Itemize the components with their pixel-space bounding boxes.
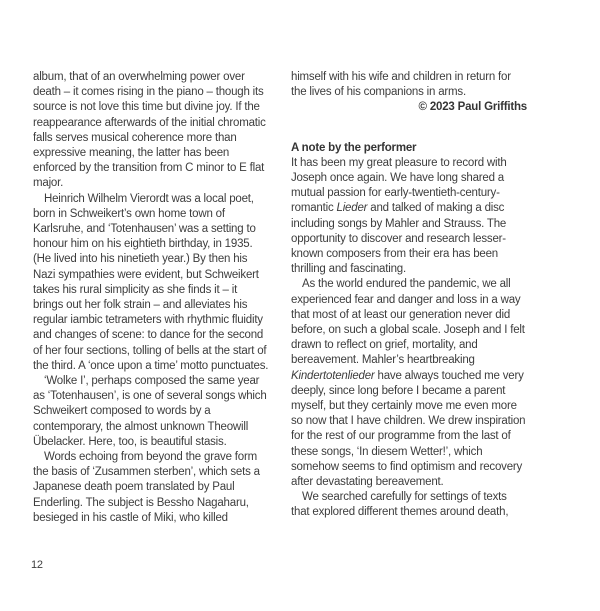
two-column-text-block <box>33 70 527 526</box>
paragraph: It has been my great pleasure to record with Joseph once again. We have long shared a mutual passion for early-twentieth-century-romantic Lieder and talked of making a disc including songs by Mahler and Strauss. The opportunity to discover and research lesser-known composers from their era has been thrilling and fascinating. <box>291 156 507 276</box>
paragraph: Words echoing from beyond the grave form the basis of ‘Zusammen sterben’, which sets a Japanese death poem translated by Paul Enderling. The subject is Bessho Nagaharu, besieged in his castle of Miki, who killed <box>33 451 260 524</box>
section-heading: A note by the performer <box>291 141 417 154</box>
paragraph: We searched carefully for settings of texts that explored different themes around death, <box>291 491 509 519</box>
page-number: 12 <box>31 559 43 571</box>
paragraph-continuation: album, that of an overwhelming power over death – it comes rising in the piano – though its source is not love this time but divine joy. If the reappearance afterwards of the initial chromatic falls serves musical coherence more than expressive meaning, the latter has been enforced by the transition from C minor to E flat major. <box>33 71 266 190</box>
copyright-credit: © 2023 Paul Griffiths <box>418 101 527 114</box>
right-column <box>291 70 527 526</box>
paragraph: As the world endured the pandemic, we all experienced fear and danger and loss in a way that most of at least our generation never did before, on such a global scale. Joseph and I felt drawn to reflect on grief, mortality, and bereavement. Mahler’s heartbreaking Kindertotenlieder have always touched me very deeply, since long before I became a parent myself, but they certainly move me even more so now that I have children. We drew inspiration for the rest of our programme from the last of these songs, ‘In diesem Wetter!’, which somehow seems to find optimism and recovery after devastating bereavement. <box>291 278 526 489</box>
paragraph: Heinrich Wilhelm Vierordt was a local poet, born in Schweikert’s own home town of Karlsruhe, and ‘Totenhausen’ was a setting to honour him on his eightieth birthday, in 1935. (He lived into his ninetieth year.) By then his Nazi sympathies were evident, but Schweikert takes his rural simplicity as she finds it – it brings out her folk strain – and alleviates his regular iambic tetrameters with rhythmic fluidity and changes of scene: to dance for the second of her four sections, tolling of bells at the start of the third. A ‘once upon a time’ motto punctuates. <box>33 192 269 372</box>
left-column <box>33 70 269 526</box>
paragraph-continuation: himself with his wife and children in return for the lives of his companions in arms. <box>291 71 511 99</box>
paragraph: ‘Wolke I’, perhaps composed the same year as ‘Totenhausen’, is one of several songs which Schweikert composed to words by a contemporary, the almost unknown Theowill Übelacker. Here, too, is beautiful stasis. <box>33 375 267 448</box>
